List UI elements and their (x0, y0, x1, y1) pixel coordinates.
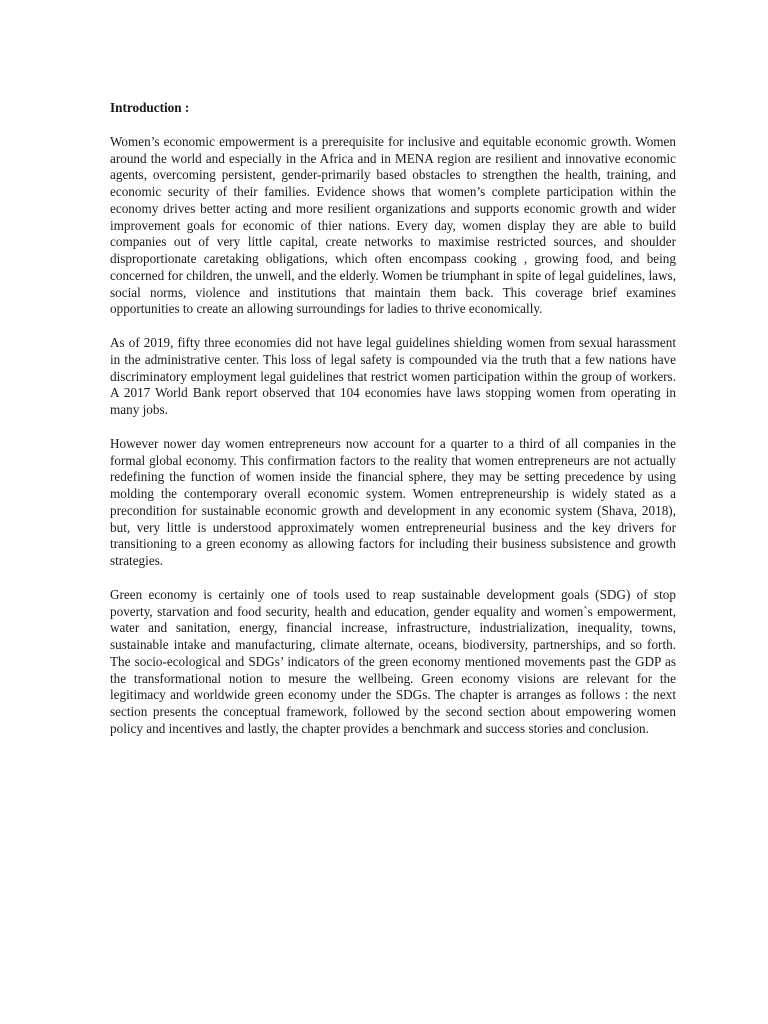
paragraph-entrepreneurs: However nower day women entrepreneurs now account for a quarter to a third of all companies in the formal global economy. This confirmation factors to the reality that women entrepreneurs are not actually redefining the function of women inside the financial sphere, they may be setting precedence by using molding the contemporary overall economic system. Women entrepreneurship is widely stated as a precondition for sustainable economic growth and development in any economic system (Shava, 2018), but, very little is understood approximately women entrepreneurial business and the key drivers for transitioning to a green economy as allowing factors for including their business subsistence and growth strategies. (110, 435, 676, 568)
document-page (110, 100, 676, 738)
paragraph-green-economy: Green economy is certainly one of tools used to reap sustainable development goals (SDG) of stop poverty, starvation and food security, health and education, gender equality and women`s empowerment, water and sanitation, energy, financial increase, infrastructure, industrialization, inequality, towns, sustainable intake and manufacturing, climate alternate, oceans, biodiversity, partnerships, and so forth. The socio-ecological and SDGs’ indicators of the green economy mentioned movements past the GDP as the transformational notion to mesure the wellbeing. Green economy visions are relevant for the legitimacy and worldwide green economy under the SDGs. The chapter is arranges as follows : the next section presents the conceptual framework, followed by the second section about empowering women policy and incentives and lastly, the chapter provides a benchmark and success stories and conclusion. (110, 586, 676, 736)
paragraph-legal: As of 2019, fifty three economies did not have legal guidelines shielding women from sexual harassment in the administrative center. This loss of legal safety is compounded via the truth that a few nations have discriminatory employment legal guidelines that restrict women participation within the group of workers. A 2017 World Bank report observed that 104 economies have laws stopping women from operating in many jobs. (110, 335, 676, 417)
section-heading: Introduction : (110, 100, 190, 115)
paragraph-empowerment: Women’s economic empowerment is a prerequisite for inclusive and equitable economic growth. Women around the world and especially in the Africa and in MENA region are resilient and innovative economic agents, overcoming persistent, gender-primarily based obstacles to strengthen the health, training, and economic security of their families. Evidence shows that women’s complete participation within the economy drives better acting and more resilient organizations and supports economic growth and wider improvement goals for economic of thier nations. Every day, women display they are able to build companies out of very little capital, create networks to maximise restricted sources, and shoulder disproportionate caretaking obligations, which often encompass cooking , growing food, and being concerned for children, the unwell, and the elderly. Women be triumphant in spite of legal guidelines, laws, social norms, violence and institutions that maintain them back. This coverage brief examines opportunities to create an allowing surroundings for ladies to thrive economically. (110, 133, 676, 317)
